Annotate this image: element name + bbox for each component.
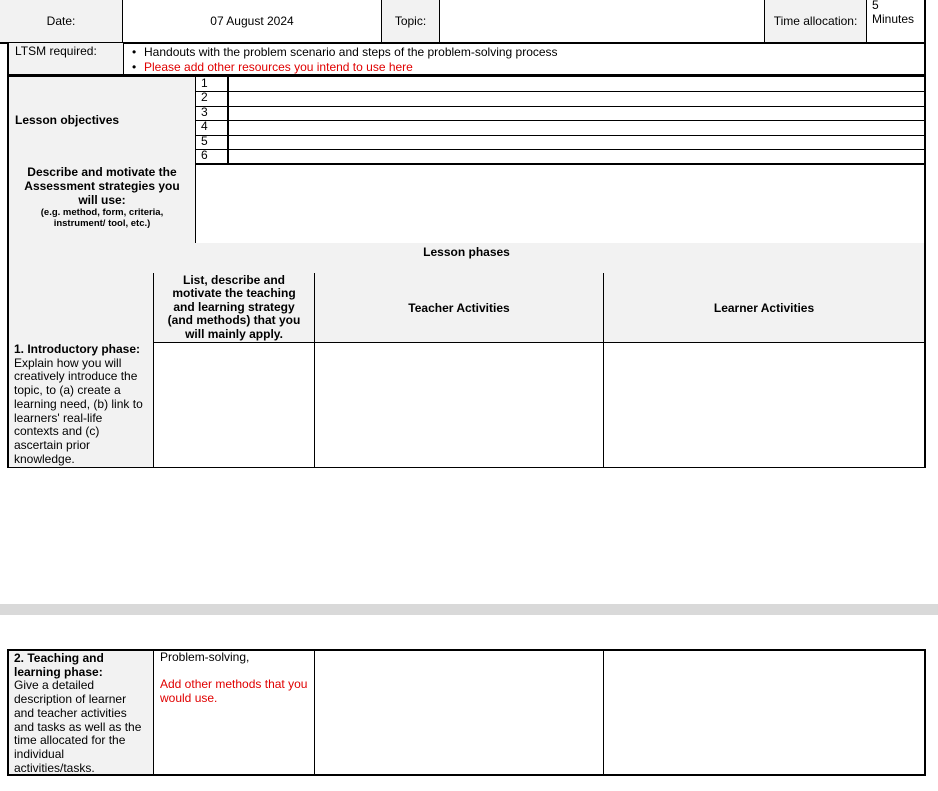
learner-column-header-label: Learner Activities: [713, 300, 815, 315]
topic-value-cell[interactable]: [440, 0, 764, 42]
objective-number: 6: [201, 148, 208, 162]
introductory-phase-text: Explain how you will creatively introduce the topic, to (a) create a learning need, (b) link to learners' real-life contexts and (c) ascertain prior knowledge.: [14, 355, 143, 466]
time-value-unit: Minutes: [872, 12, 915, 26]
date-value-cell[interactable]: [123, 0, 381, 42]
objectives-label: Lesson objectives: [15, 113, 120, 127]
assessment-note-line1: (e.g. method, form, criteria,: [40, 207, 164, 218]
teacher-column-header: [315, 273, 603, 342]
date-value: 07 August 2024: [210, 14, 294, 28]
assessment-note-line2: instrument/ tool, etc.): [53, 218, 151, 229]
assessment-input-cell[interactable]: [196, 163, 924, 243]
teaching-phase-label-cell: [9, 651, 153, 774]
ltsm-item: • Handouts with the problem scenario and steps of the problem-solving process: [144, 45, 924, 60]
teaching-phase-title: 2. Teaching and learning phase:: [14, 651, 104, 679]
teaching-teacher-cell[interactable]: [315, 651, 603, 774]
time-value-number: 5: [872, 0, 879, 12]
teaching-phase-row: [7, 649, 926, 776]
objective-number: 2: [201, 90, 208, 104]
introductory-strategy-cell[interactable]: [154, 342, 314, 467]
assessment-row: [7, 163, 926, 245]
ltsm-label-cell: [9, 43, 123, 74]
teaching-strategy-add-methods: Add other methods that you would use.: [160, 677, 308, 706]
date-label: Date:: [46, 14, 76, 28]
date-label-cell: [0, 0, 122, 42]
time-label: Time allocation:: [773, 14, 858, 28]
teacher-column-header-label: Teacher Activities: [408, 300, 510, 315]
teaching-strategy-text: Problem-solving,: [160, 650, 250, 664]
objective-number: 4: [201, 119, 208, 133]
ltsm-item-add-resources: • Please add other resources you intend to use here: [144, 60, 924, 75]
objective-number: 1: [201, 76, 208, 90]
topic-label-cell: [382, 0, 439, 42]
objective-input-area[interactable]: [228, 77, 924, 163]
assessment-label-cell: [9, 163, 195, 243]
time-label-cell: [765, 0, 866, 42]
topic-label: Topic:: [394, 14, 427, 28]
ltsm-row: [7, 43, 926, 76]
introductory-learner-cell[interactable]: [604, 342, 924, 467]
assessment-label-line2: Assessment strategies you: [24, 179, 180, 193]
introductory-phase-label-cell: [9, 342, 153, 467]
assessment-label-line3: will use:: [78, 193, 126, 207]
lesson-phases-title-row: [7, 243, 926, 274]
introductory-teacher-cell[interactable]: [315, 342, 603, 467]
strategy-column-header-label: List, describe and motivate the teaching and learning strategy (and methods) that you will mainly apply.: [167, 272, 301, 341]
phases-header-row: [7, 273, 926, 343]
strategy-column-header: [154, 273, 314, 342]
assessment-label-line1: Describe and motivate the: [27, 165, 177, 179]
ltsm-list: [124, 45, 924, 75]
phases-header-blank: [9, 273, 153, 342]
teaching-learner-cell[interactable]: [604, 651, 924, 774]
ltsm-items-cell[interactable]: [124, 45, 924, 75]
teaching-strategy-cell[interactable]: [154, 651, 314, 774]
lesson-phases-title: Lesson phases: [423, 245, 510, 259]
header-row: [0, 0, 926, 44]
teaching-phase-text: Give a detailed description of learner and teacher activities and tasks as well as the time allocated for the individual activities/tasks.: [14, 678, 142, 775]
introductory-phase-row: [7, 342, 926, 468]
ltsm-label: LTSM required:: [15, 44, 97, 58]
objectives-label-cell: [9, 77, 195, 163]
introductory-phase-title: 1. Introductory phase:: [14, 342, 141, 356]
learner-column-header: [604, 273, 924, 342]
page-break-gap: [0, 604, 938, 615]
objective-number: 3: [201, 105, 208, 119]
time-value-cell[interactable]: [867, 0, 925, 40]
objective-number: 5: [201, 134, 208, 148]
